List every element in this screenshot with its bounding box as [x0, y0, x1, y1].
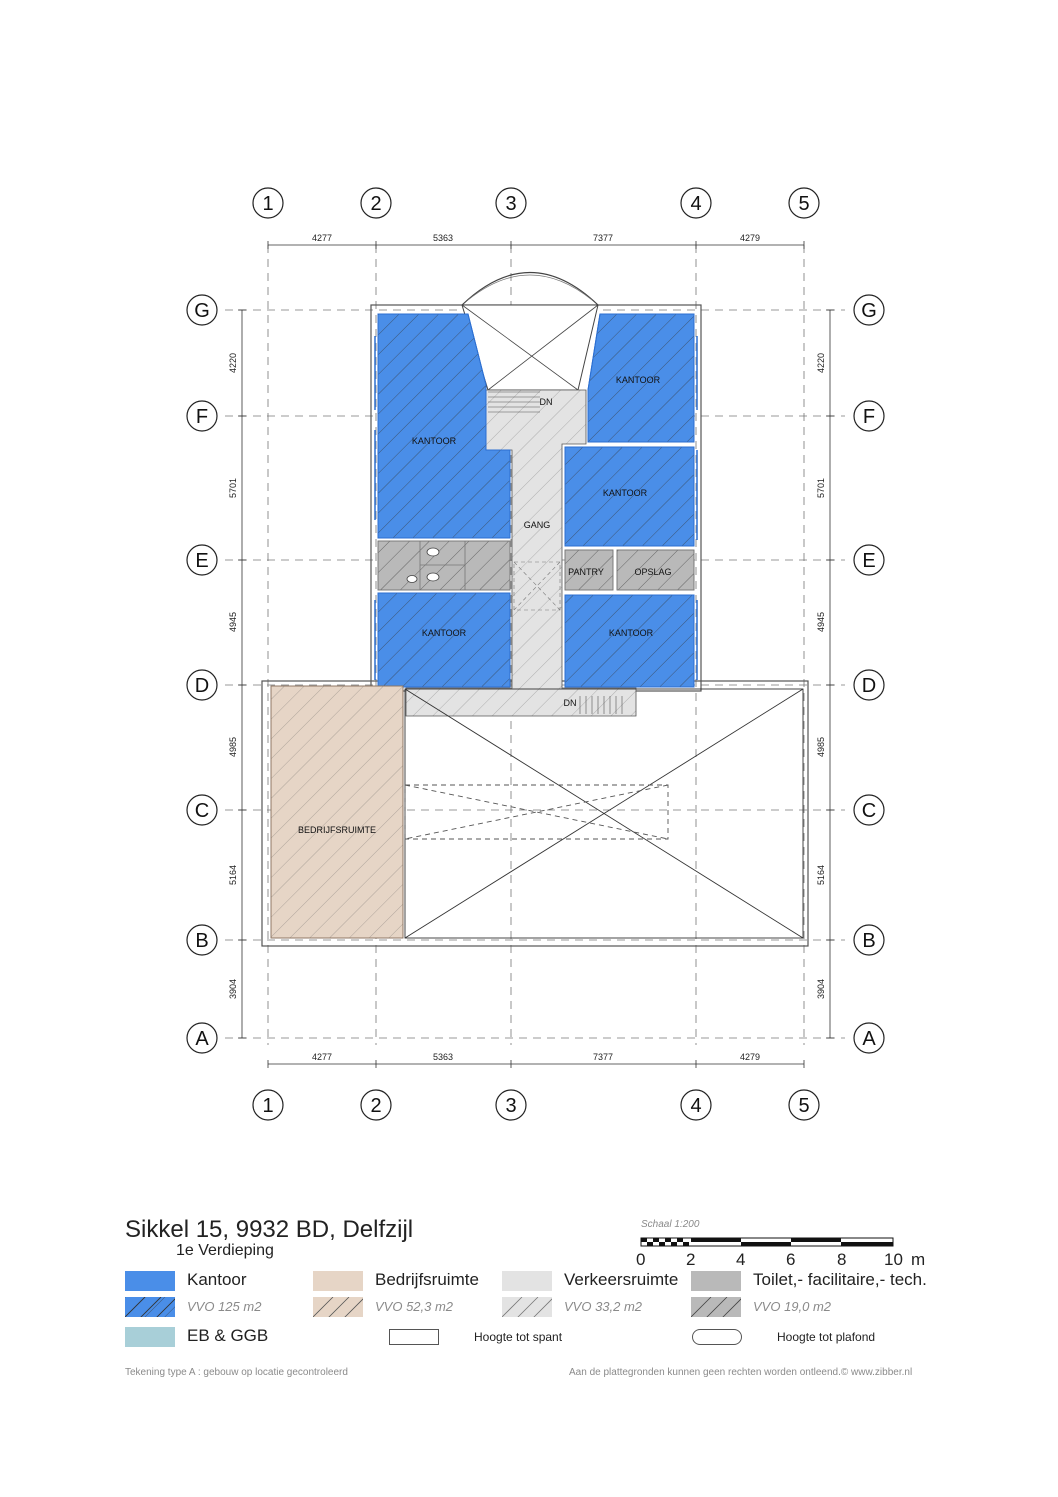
col-label-4-bottom: 4: [690, 1095, 702, 1117]
stair-dn-top: DN: [539, 397, 553, 407]
col-label-5-bottom: 5: [798, 1095, 810, 1117]
dim-row-2: 5701: [228, 477, 238, 499]
floor-subtitle: 1e Verdieping: [176, 1242, 274, 1259]
legend-hatch-toilet: [691, 1297, 741, 1317]
row-label-d-right: D: [861, 675, 877, 697]
legend-vvo-toilet: VVO 19,0 m2: [753, 1299, 832, 1314]
room-kantoor-se: KANTOOR: [608, 628, 654, 638]
dim-row-5-right: 5164: [816, 864, 826, 886]
dim-row-1: 4220: [228, 352, 238, 374]
scale-tick-8: 8: [837, 1250, 847, 1269]
legend-vvo-verkeersruimte: VVO 33,2 m2: [564, 1299, 643, 1314]
legend-label-toilet: Toilet,- facilitaire,- tech.: [753, 1270, 927, 1289]
dim-row-6: 3904: [228, 978, 238, 1000]
row-label-f-right: F: [862, 406, 876, 428]
legend-label-kantoor: Kantoor: [187, 1270, 247, 1289]
legend-swatch-ebggb: [125, 1327, 175, 1347]
row-label-e-right: E: [862, 550, 876, 572]
dim-col-1-bottom: 4277: [311, 1052, 333, 1062]
footer-left: Tekening type A : gebouw op locatie gecontroleerd: [125, 1367, 348, 1378]
col-label-4: 4: [690, 193, 702, 215]
legend-vvo-bedrijfsruimte: VVO 52,3 m2: [375, 1299, 454, 1314]
scale-tick-2: 2: [686, 1250, 696, 1269]
row-label-a-right: A: [862, 1028, 876, 1050]
col-label-3-bottom: 3: [505, 1095, 517, 1117]
row-label-b-right: B: [862, 930, 876, 952]
hall-void: [405, 689, 803, 938]
legend-hatch-verkeersruimte: [502, 1297, 552, 1317]
legend-label-spant: Hoogte tot spant: [474, 1330, 563, 1344]
legend-label-ebggb: EB & GGB: [187, 1326, 269, 1345]
legend-swatch-toilet: [691, 1271, 741, 1291]
row-label-g-right: G: [861, 300, 877, 322]
room-kantoor-sw: KANTOOR: [421, 628, 467, 638]
dim-col-3: 7377: [592, 233, 614, 243]
room-kantoor-e: KANTOOR: [602, 488, 648, 498]
legend-swatch-verkeersruimte: [502, 1271, 552, 1291]
col-label-1-bottom: 1: [262, 1095, 274, 1117]
col-label-3: 3: [505, 193, 517, 215]
stair-dn-bottom: DN: [563, 698, 577, 708]
dim-row-4: 4985: [228, 736, 238, 758]
scale-bar: [640, 1236, 900, 1250]
legend-hatch-kantoor: [125, 1297, 175, 1317]
dim-col-3-bottom: 7377: [592, 1052, 614, 1062]
scale-unit: m: [911, 1250, 926, 1269]
legend-vvo-kantoor: VVO 125 m2: [187, 1299, 262, 1314]
dim-col-2-bottom: 5363: [432, 1052, 454, 1062]
dim-row-5: 5164: [228, 864, 238, 886]
legend-swatch-spant: [389, 1329, 439, 1345]
row-label-e: E: [195, 550, 209, 572]
legend-hatch-bedrijfsruimte: [313, 1297, 363, 1317]
room-kantoor-nw: KANTOOR: [411, 436, 457, 446]
dim-col-1: 4277: [311, 233, 333, 243]
room-gang: GANG: [523, 520, 551, 530]
col-label-2: 2: [370, 193, 382, 215]
row-label-f: F: [195, 406, 209, 428]
col-label-5: 5: [798, 193, 810, 215]
row-label-a: A: [195, 1028, 209, 1050]
row-label-g: G: [194, 300, 210, 322]
row-label-b: B: [195, 930, 209, 952]
scale-tick-6: 6: [786, 1250, 796, 1269]
dim-row-1-right: 4220: [816, 352, 826, 374]
col-label-2-bottom: 2: [370, 1095, 382, 1117]
footer-right: Aan de plattegronden kunnen geen rechten worden ontleend.© www.zibber.nl: [569, 1367, 913, 1378]
legend-label-plafond: Hoogte tot plafond: [777, 1330, 876, 1344]
bedrijfsruimte-area: [271, 686, 403, 938]
room-bedrijfsruimte: BEDRIJFSRUIMTE: [297, 825, 377, 835]
row-label-c: C: [194, 800, 210, 822]
dim-row-2-right: 5701: [816, 477, 826, 499]
dim-col-4: 4279: [739, 233, 761, 243]
room-opslag: OPSLAG: [634, 567, 672, 577]
dim-col-2: 5363: [432, 233, 454, 243]
row-label-d: D: [194, 675, 210, 697]
legend-swatch-kantoor: [125, 1271, 175, 1291]
dim-row-4-right: 4985: [816, 736, 826, 758]
address-title: Sikkel 15, 9932 BD, Delfzijl: [125, 1216, 414, 1243]
legend-swatch-bedrijfsruimte: [313, 1271, 363, 1291]
dim-row-3: 4945: [228, 611, 238, 633]
dim-row-3-right: 4945: [816, 611, 826, 633]
col-label-1: 1: [262, 193, 274, 215]
scale-tick-4: 4: [736, 1250, 746, 1269]
scale-tick-10: 10: [884, 1250, 903, 1269]
legend-swatch-plafond: [692, 1329, 742, 1345]
room-pantry: PANTRY: [568, 567, 604, 577]
row-label-c-right: C: [861, 800, 877, 822]
scale-tick-0: 0: [636, 1250, 646, 1269]
dim-col-4-bottom: 4279: [739, 1052, 761, 1062]
legend-label-verkeersruimte: Verkeersruimte: [564, 1270, 679, 1289]
dim-row-6-right: 3904: [816, 978, 826, 1000]
scale-caption: Schaal 1:200: [641, 1219, 700, 1230]
room-kantoor-ne: KANTOOR: [615, 375, 661, 385]
legend-label-bedrijfsruimte: Bedrijfsruimte: [375, 1270, 479, 1289]
